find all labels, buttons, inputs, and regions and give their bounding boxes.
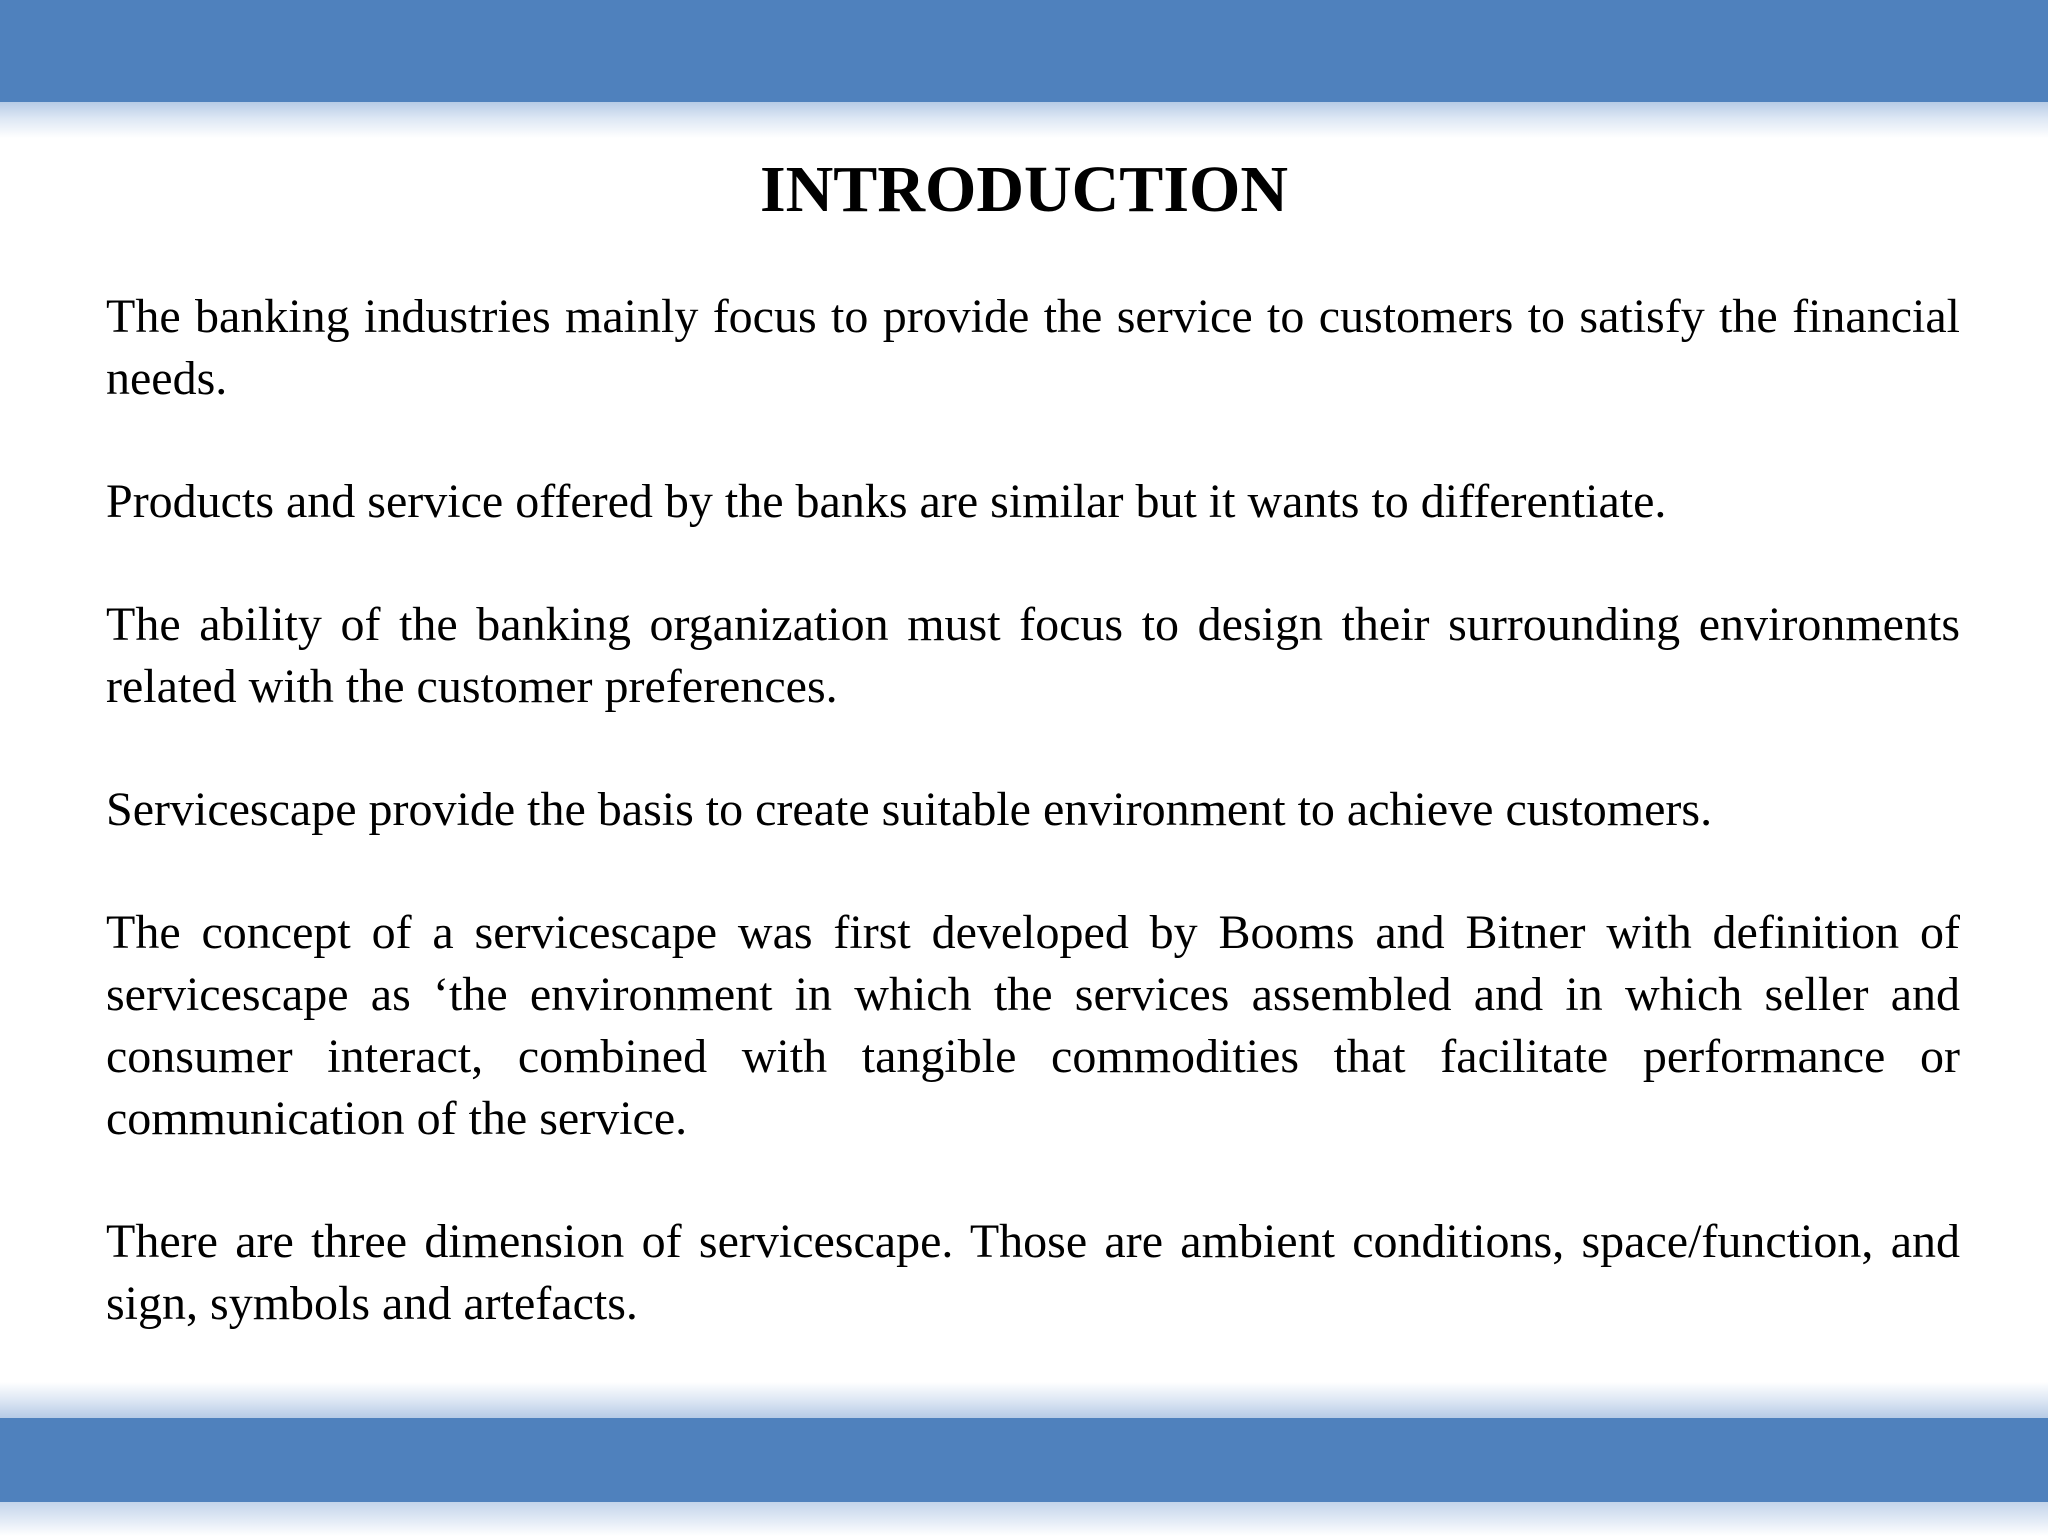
- top-banner: [0, 0, 2048, 102]
- top-banner-gradient: [0, 102, 2048, 138]
- bottom-banner-edge: [0, 1502, 2048, 1536]
- paragraph-servicescape-concept: The concept of a servicescape was first developed by Booms and Bitner with definition of servicescape as ‘the environment in which the services assembled and in which seller and consumer interact, combined with tangible commodities that facilitate performance or communication of the service.: [106, 906, 1960, 1145]
- bottom-banner: [0, 1418, 2048, 1502]
- paragraph-ability-design: The ability of the banking organization must focus to design their surrounding environments related with the customer preferences.: [106, 598, 1960, 713]
- slide-body: [106, 286, 1960, 1396]
- paragraph-servicescape-basis: Servicescape provide the basis to create suitable environment to achieve customers.: [106, 783, 1713, 836]
- paragraph-products-service: Products and service offered by the banks are similar but it wants to differentiate.: [106, 475, 1667, 528]
- paragraph-banking-focus: The banking industries mainly focus to provide the service to customers to satisfy the financial needs.: [106, 290, 1960, 405]
- slide-title: INTRODUCTION: [759, 153, 1289, 226]
- bottom-banner-gradient: [0, 1382, 2048, 1418]
- paragraph-three-dimensions: There are three dimension of servicescape. Those are ambient conditions, space/function, and sign, symbols and artefacts.: [106, 1215, 1960, 1330]
